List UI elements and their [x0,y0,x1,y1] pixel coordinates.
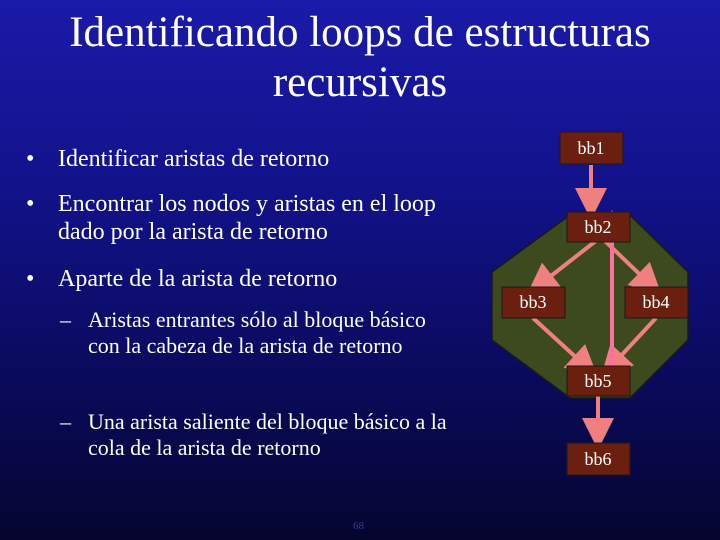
node-label: bb3 [519,292,547,312]
bullet-marker: • [26,146,35,172]
subbullet-text: Una arista saliente del bloque básico a la cola de la arista de retorno [88,409,447,460]
node-bb1 [560,132,623,164]
bullet-text: Aparte de la arista de retorno [58,266,338,292]
page-number: 68 [353,520,364,532]
node-label: bb2 [584,217,612,237]
node-bb4 [625,287,688,318]
subbullet-marker: – [60,307,71,332]
bullet-marker: • [26,191,35,217]
title-line-2: recursivas [272,59,448,106]
bullet-marker: • [26,266,35,292]
bullet-text: Identificar aristas de retorno [58,146,330,172]
node-label: bb1 [577,138,605,158]
title-line-1: Identificando loops de estructuras [69,9,651,56]
node-label: bb6 [584,449,612,469]
node-bb3 [502,287,565,318]
subbullet-text: Aristas entrantes sólo al bloque básico con la cabeza de la arista de retorno [88,307,426,358]
node-bb5 [567,366,630,396]
bullet-text: Encontrar los nodos y aristas en el loop dado por la arista de retorno [58,191,436,245]
node-bb6 [567,443,630,475]
subbullet-marker: – [60,409,71,434]
node-bb2 [567,212,630,242]
node-label: bb5 [584,371,612,391]
node-label: bb4 [642,292,670,312]
